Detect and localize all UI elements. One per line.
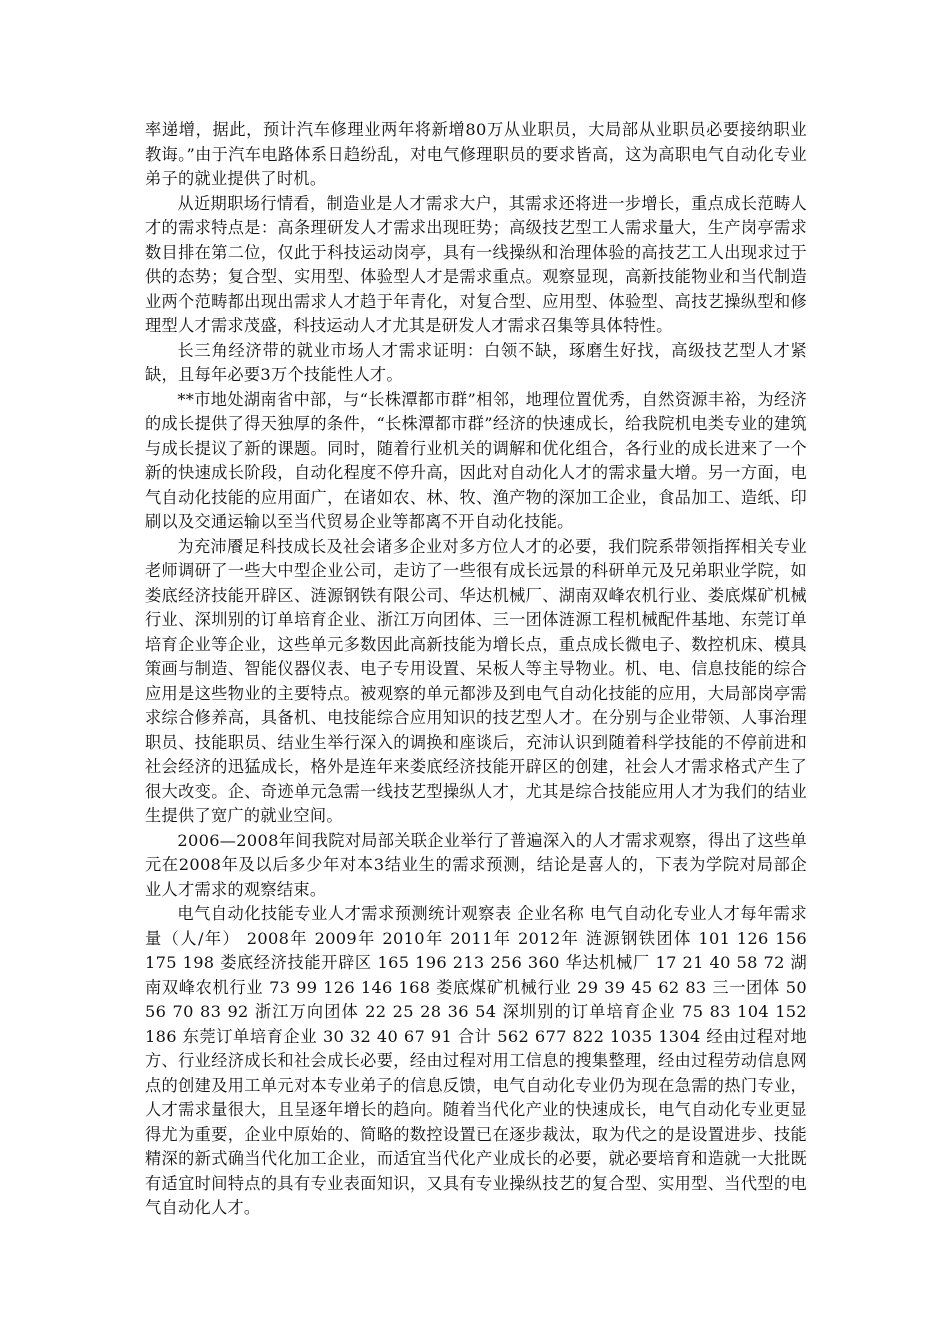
document-body <box>145 118 807 1221</box>
paragraph-6: 2006—2008年间我院对局部关联企业举行了普遍深入的人才需求观察，得出了这些单元在2008年及以后多少年对本3结业生的需求预测，结论是喜人的，下表为学院对局部企业人才需求的观察结束。 <box>145 830 807 899</box>
paragraph-2: 从近期职场行情看，制造业是人才需求大户，其需求还将进一步增长，重点成长范畴人才的需求特点是：高条理研发人才需求出现旺势；高级技艺型工人需求量大，生产岗亭需求数目排在第二位，仅此于科技运动岗亭，具有一线操纵和治理体验的高技艺工人出现求过于供的态势；复合型、实用型、体验型人才是需求重点。观察显现，高新技能物业和当代制造业两个范畴都出现出需求人才趋于年青化，对复合型、应用型、体验型、高技艺操纵型和修理型人才需求茂盛，科技运动人才尤其是研发人才需求召集等具体特性。 <box>145 193 807 335</box>
paragraph-1: 率递增，据此，预计汽车修理业两年将新增80万从业职员，大局部从业职员必要接纳职业教诲。”由于汽车电路体系日趋纷乱，对电气修理职员的要求皆高，这为高职电气自动化专业弟子的就业提供了时机。 <box>145 120 807 188</box>
paragraph-4: **市地处湖南省中部，与“长株潭都市群”相邻，地理位置优秀，自然资源丰裕，为经济的成长提供了得天独厚的条件，“长株潭都市群”经济的快速成长，给我院机电类专业的建筑与成长提议了新的课题。同时，随着行业机关的调解和优化组合，各行业的成长进来了一个新的快速成长阶段，自动化程度不停升高，因此对自动化人才的需求量大增。另一方面，电气自动化技能的应用面广，在诸如农、林、牧、渔产物的深加工企业，食品加工、造纸、印刷以及交通运输以至当代贸易企业等都离不开自动化技能。 <box>145 389 807 531</box>
paragraph-7-survey-table-text: 电气自动化技能专业人才需求预测统计观察表 企业名称 电气自动化专业人才每年需求量（人/年） 2008年 2009年 2010年 2011年 2012年 涟源钢铁团体 101 126 156 175 198 娄底经济技能开辟区 165 196 213 256 360 华达机械厂 17 21 40 58 72 湖南双峰农机行业 73 99 126 146 168 娄底煤矿机械行业 29 39 45 62 83 三一团体 50 56 70 83 92 浙江万向团体 22 25 28 36 54 深圳别的订单培育企业 75 83 104 152 186 东莞订单培育企业 30 32 40 67 91 合计 562 677 822 1035 1304 经由过程对地方、行业经济成长和社会成长必要，经由过程对用工信息的搜集整理，经由过程劳动信息网点的创建及用工单元对本专业弟子的信息反馈，电气自动化专业仍为现在急需的热门专业，人才需求量很大，且呈逐年增长的趋向。随着当代化产业的快速成长，电气自动化专业更显得尤为重要，企业中原始的、简略的数控设置已在逐步裁汰，取为代之的是设置进步、技能精深的新式确当代化加工企业，而适宜当代化产业成长的必要，就必要培育和造就一大批既有适宜时间特点的具有专业表面知识，又具有专业操纵技艺的复合型、实用型、当代型的电气自动化人才。 <box>145 904 807 1217</box>
paragraph-5: 为充沛餍足科技成长及社会诸多企业对多方位人才的必要，我们院系带领指挥相关专业老师调研了一些大中型企业公司，走访了一些很有成长远景的科研单元及兄弟职业学院，如娄底经济技能开辟区、涟源钢铁有限公司、华达机械厂、湖南双峰农机行业、娄底煤矿机械行业、深圳别的订单培育企业、浙江万向团体、三一团体涟源工程机械配件基地、东莞订单培育企业等企业，这些单元多数因此高新技能为增长点，重点成长微电子、数控机床、模具策画与制造、智能仪器仪表、电子专用设置、呆板人等主导物业。机、电、信息技能的综合应用是这些物业的主要特点。被观察的单元都涉及到电气自动化技能的应用，大局部岗亭需求综合修养高，具备机、电技能综合应用知识的技艺型人才。在分别与企业带领、人事治理职员、技能职员、结业生举行深入的调换和座谈后，充沛认识到随着科学技能的不停前进和社会经济的迅猛成长，格外是连年来娄底经济技能开辟区的创建，社会人才需求格式产生了很大改变。企、奇迹单元急需一线技艺型操纵人才，尤其是综合技能应用人才为我们的结业生提供了宽广的就业空间。 <box>145 536 807 825</box>
paragraph-3: 长三角经济带的就业市场人才需求证明：白领不缺，琢磨生好找，高级技艺型人才紧缺，且每年必要3万个技能性人才。 <box>145 340 807 384</box>
